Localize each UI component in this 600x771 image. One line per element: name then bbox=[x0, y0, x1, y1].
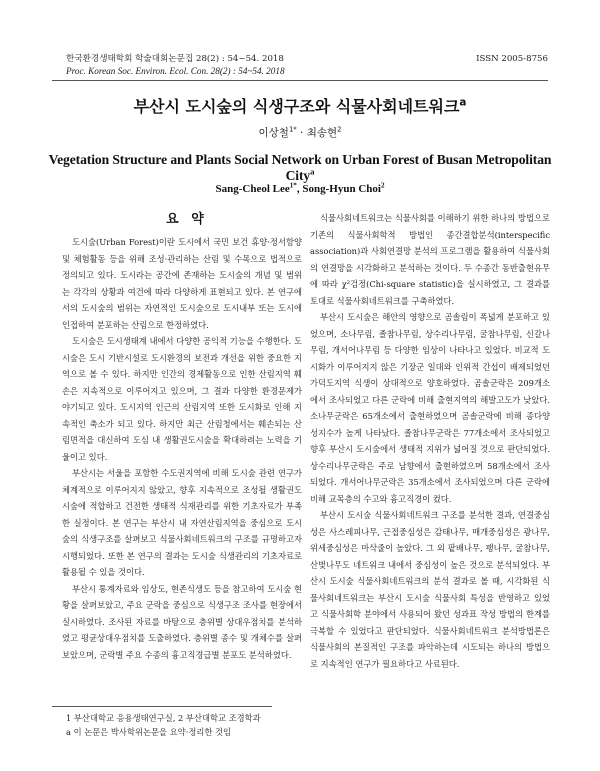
journal-header-english: Proc. Korean Soc. Environ. Ecol. Con. 28(2) : 54~54. 2018 bbox=[66, 66, 285, 76]
abstract-right-column bbox=[310, 210, 550, 672]
title-english-text: Vegetation Structure and Plants Social Network on Urban Forest of Busan Metropolitan City bbox=[48, 152, 552, 183]
authors-korean bbox=[52, 125, 548, 140]
abstract-paragraph: 식물사회네트워크는 식물사회를 이해하기 위한 하나의 방법으로 기존의 식물사회학적 방법인 종간결합분석(interspecific association)과 사회연결망 분석의 프로그램을 활용하여 식물사회의 연결망을 시각화하고 분석하는 것이다. 두 수종간 동반출현유무에 따라 χ²검정(Chi-square statistic)을 실시하였고, 그 결과를 토대로 식물사회네트워크를 구축하였다. bbox=[310, 213, 550, 306]
authors-english bbox=[52, 183, 548, 195]
title-korean-text: 부산시 도시숲의 식생구조와 식물사회네트워크 bbox=[133, 97, 460, 116]
author-separator-english: , bbox=[296, 183, 303, 195]
author-1-english: Sang-Cheol Lee bbox=[215, 183, 290, 195]
author-separator-korean: · bbox=[296, 127, 307, 139]
abstract-paragraph: 부산시 도시숲은 해안의 영향으로 곰솔림이 폭넓게 분포하고 있었으며, 소나무림, 졸참나무림, 상수리나무림, 굴참나무림, 신갈나무림, 개서어나무림 등 다양한 임상이 나타나고 있었다. 비교적 도시화가 이루어지지 않은 기장군 일대와 인위적 간섭이 배제되었던 가덕도지역 식생이 상대적으로 양호하였다. 곰솔군락은 209개소에서 조사되었고 다른 군락에 비해 출현지역의 해발고도가 낮았다. 소나무군락은 65개소에서 출현하였으며 곰솔군락에 비해 종다양성지수가 높게 나타났다. 졸참나무군락은 77개소에서 조사되었고 향후 부산시 도시숲에서 생태적 지위가 넓어질 것으로 판단되었다. 상수리나무군락은 주로 남향에서 출현하였으며 58개소에서 조사되었다. 개서어나무군락은 35개소에서 조사되었으며 다른 군락에 비해 교목층의 수고와 흉고직경이 컸다. bbox=[310, 312, 550, 504]
abstract-heading: 요 약 bbox=[166, 212, 208, 227]
paper-title-korean bbox=[52, 94, 548, 117]
author-2-korean-mark: 2 bbox=[337, 125, 342, 134]
footnote-divider bbox=[52, 706, 272, 707]
title-korean-footnote-mark: a bbox=[459, 96, 467, 109]
abstract-paragraph: 부산시 도시숲 식물사회네트워크 구조를 분석한 결과, 연결중심성은 사스레피나무, 근접중심성은 감태나무, 매개중심성은 광나무, 위세중심성은 마삭줄이 높았다. 그 외 팥배나무, 팽나무, 굴참나무, 산벚나무도 네트워크 내에서 중심성이 높은 것으로 분석되었다. 부산시 도시숲 식물사회네트워크의 분석 결과로 볼 때, 시각화된 식물사회네트워크는 부산시 도시숲 식물사회 특성을 반영하고 있었고 식물사회학 분야에서 사용되어 왔던 성과표 작성 방법의 한계를 극복할 수 있었다고 판단되었다. 식물사회네트워크 분석방법론은 식물사회의 본질적인 구조를 파악하는데 시도되는 하나의 방법으로 지속적인 연구가 필요하다고 사료된다. bbox=[310, 510, 550, 669]
abstract-paragraph: 부산시 통계자료와 임상도, 현존식생도 등을 참고하여 도시숲 현황을 살펴보았고, 주요 군락을 중심으로 식생구조 조사를 현장에서 실시하였다. 조사된 자료를 바탕으로 층위별 상대우점치를 분석하였고 평균상대우점치를 도출하였다. 층위별 종수 및 개체수를 살펴보았으며, 군락별 주요 수종의 흉고직경급별 분포도 분석하였다. bbox=[62, 583, 302, 660]
author-1-korean: 이상철 bbox=[258, 127, 289, 139]
author-2-english-mark: 2 bbox=[380, 181, 385, 190]
author-2-korean: 최송현 bbox=[306, 127, 338, 139]
header-divider bbox=[52, 80, 548, 81]
footnote-affiliations: 1 부산대학교 응용생태연구실, 2 부산대학교 조경학과 bbox=[66, 713, 261, 723]
abstract-paragraph: 도시숲은 도시생태계 내에서 다양한 공익적 기능을 수행한다. 도시숲은 도시 기반시설로 도시환경의 보전과 개선을 위한 중요한 지역으로 볼 수 있다. 하지만 인간의 경제활동으로 인한 산림지역 훼손은 지속적으로 이루어지고 있으며, 그 결과 다양한 환경문제가 야기되고 있다. 도시지역 인근의 산림지역 또한 도시화로 인해 지속적인 축소가 되고 있다. 하지만 최근 산림청에서는 훼손되는 산림면적을 대신하여 도심 내 생활권도시숲을 확대하려는 노력을 기울이고 있다. bbox=[62, 336, 302, 462]
abstract-paragraph: 부산시는 서울을 포함한 수도권지역에 비해 도시숲 관련 연구가 체계적으로 이루어지지 않았고, 향후 지속적으로 조성될 생활권도시숲에 적합하고 건전한 생태적 식재관리를 위한 기초자료가 부족한 실정이다. 본 연구는 부산시 내 자연산림지역을 중심으로 도시숲의 식생구조를 살펴보고 식물사회네트워크의 구조를 규명하고자 시행되었다. 또한 본 연구의 결과는 도시숲 식생관리의 기초자료로 활용될 수 있을 것이다. bbox=[62, 468, 302, 577]
title-english-footnote-mark: a bbox=[310, 166, 315, 177]
journal-header-korean: 한국환경생태학회 학술대회논문집 28(2) : 54~54. 2018 bbox=[66, 54, 284, 64]
abstract-paragraph: 도시숲(Urban Forest)이란 도시에서 국민 보건 휴양·정서함양 및 체험활동 등을 위해 조성·관리하는 산림 및 수목으로 법적으로 정의되고 있다. 도시라는 공간에 존재하는 도시숲의 개념 및 범위는 각각의 상황과 여건에 따라 다양하게 표현되고 있다. 본 연구에서의 도시숲의 범위는 자연적인 도시숲으로 도시내부 또는 도시에 인접하여 분포하는 산림으로 한정하였다. bbox=[62, 237, 302, 330]
issn-label: ISSN 2005-8756 bbox=[476, 54, 548, 64]
author-1-english-mark: 1* bbox=[289, 181, 297, 190]
abstract-left-column bbox=[62, 234, 302, 663]
footnote-thesis-note: a 이 논문은 박사학위논문을 요약·정리한 것임 bbox=[66, 727, 232, 737]
author-1-korean-mark: 1* bbox=[288, 125, 297, 134]
author-2-english: Song-Hyun Choi bbox=[302, 183, 381, 195]
paper-title-english bbox=[40, 152, 560, 184]
